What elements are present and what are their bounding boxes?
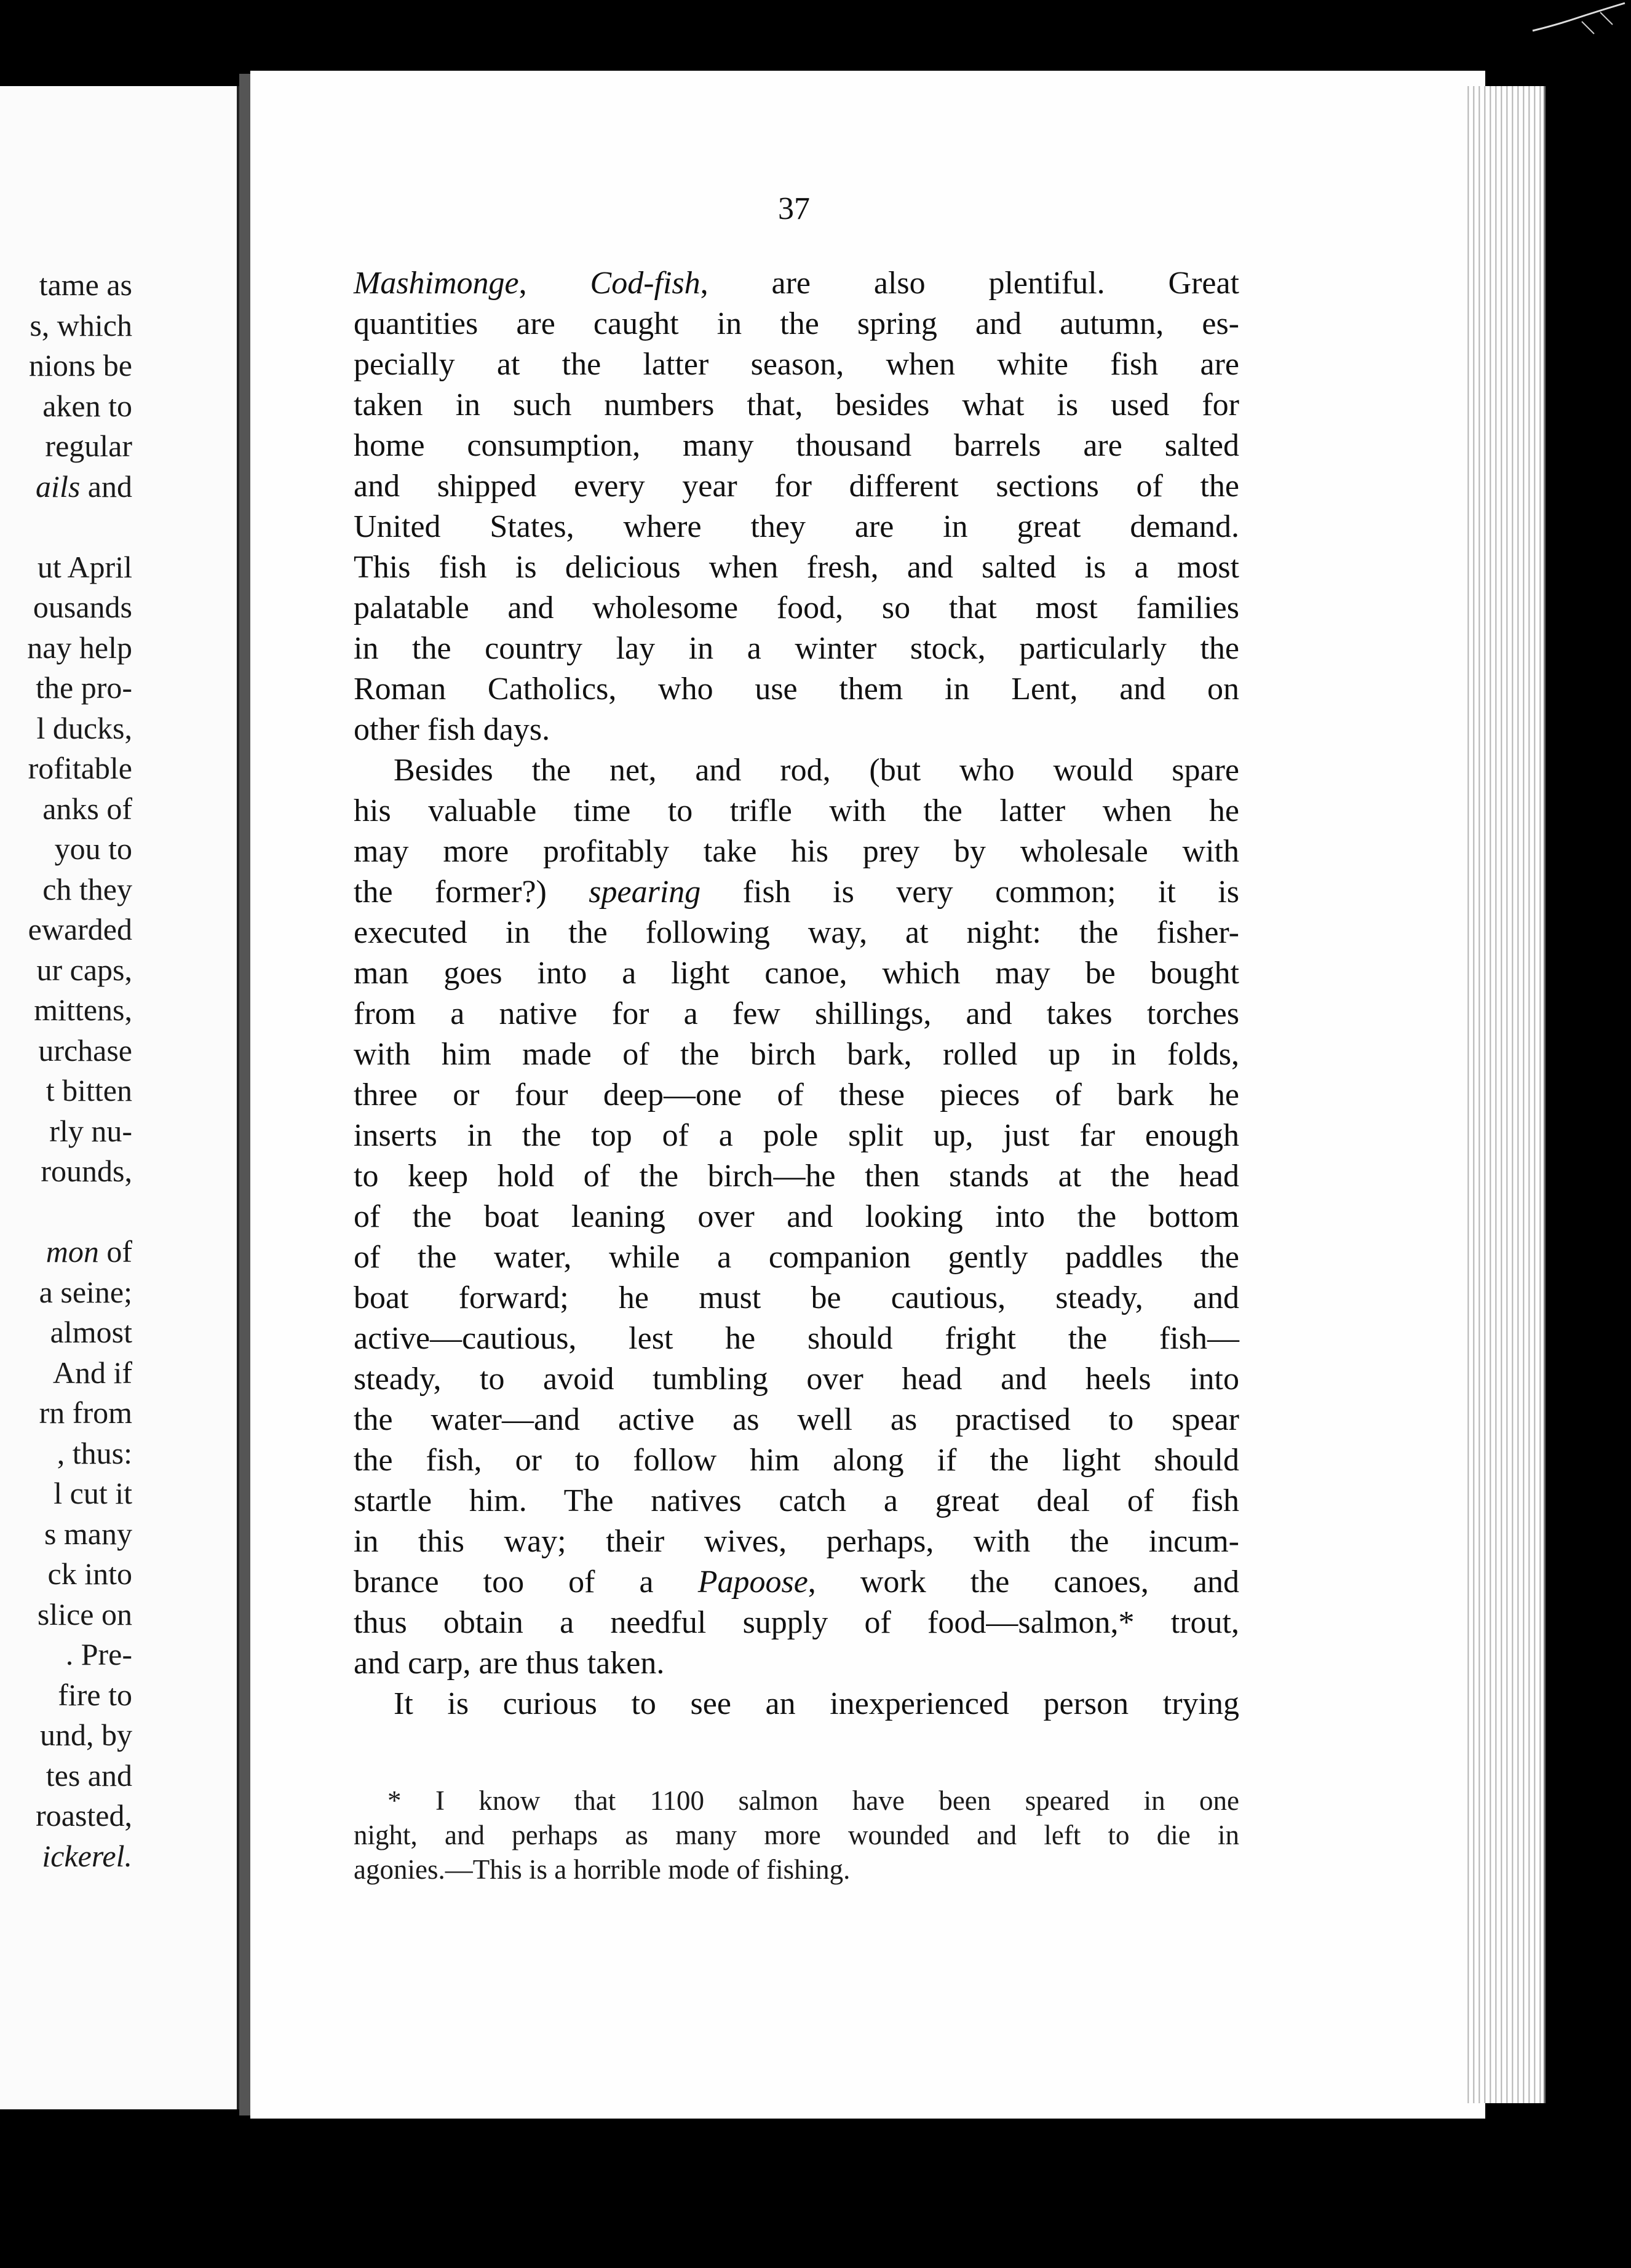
left-page-fragment: aken to xyxy=(42,388,132,423)
text-line: It is curious to see an inexperienced person trying xyxy=(394,1686,1239,1721)
left-page-fragment: a seine; xyxy=(39,1274,132,1309)
left-page-fragment: fire to xyxy=(58,1677,132,1712)
page-edges xyxy=(1464,86,1546,2103)
text-line: taken in such numbers that, besides what is used for xyxy=(354,387,1239,422)
left-page-fragment: you to xyxy=(54,831,132,866)
left-page-fragment: l ducks, xyxy=(36,710,132,745)
text-line: man goes into a light canoe, which may be bought xyxy=(354,956,1239,991)
text-line: the water—and active as well as practised to spear xyxy=(354,1402,1239,1437)
left-page-fragment: . Pre- xyxy=(65,1637,132,1671)
left-page-fragment: ewarded xyxy=(28,912,132,946)
text-line: the former?) spearing fish is very common; it is xyxy=(354,874,1239,910)
left-page-fragment: the pro- xyxy=(36,670,132,705)
text-line: Besides the net, and rod, (but who would spare xyxy=(394,753,1239,788)
text-line: inserts in the top of a pole split up, just far enough xyxy=(354,1118,1239,1153)
left-page-fragment: ails and xyxy=(36,469,132,504)
text-line: boat forward; he must be cautious, steady, and xyxy=(354,1280,1239,1315)
left-page-fragment: slice on xyxy=(37,1596,132,1632)
text-line: startle him. The natives catch a great deal of fish xyxy=(354,1483,1239,1518)
book-gutter xyxy=(239,74,250,2115)
text-line: brance too of a Papoose, work the canoes, and xyxy=(354,1564,1240,1600)
left-page-fragment: anks of xyxy=(42,791,132,826)
left-page-fragment: mon of xyxy=(46,1234,132,1269)
text-line: three or four deep—one of these pieces of bark he xyxy=(354,1077,1239,1112)
text-line: may more profitably take his prey by wholesale with xyxy=(354,834,1239,869)
text-line: quantities are caught in the spring and autumn, es- xyxy=(354,306,1239,341)
left-page-fragment: l cut it xyxy=(54,1476,132,1510)
left-page-fragment: ut April xyxy=(37,549,132,584)
left-page-fragment: s many xyxy=(44,1516,132,1551)
text-line: and shipped every year for different sections of the xyxy=(354,469,1239,504)
text-line: other fish days. xyxy=(354,712,550,747)
left-page-fragment: ousands xyxy=(33,590,132,624)
text-line: home consumption, many thousand barrels are salted xyxy=(354,428,1239,463)
left-page-fragment: mittens, xyxy=(34,993,132,1027)
text-line: This fish is delicious when fresh, and salted is a most xyxy=(354,550,1239,585)
text-line: United States, where they are in great demand. xyxy=(354,509,1239,544)
text-line: palatable and wholesome food, so that most families xyxy=(354,590,1239,625)
text-line: of the boat leaning over and looking into the bottom xyxy=(354,1199,1239,1234)
left-page xyxy=(0,86,239,2109)
left-page-fragment: , thus: xyxy=(57,1435,132,1470)
left-page-fragment: nions be xyxy=(28,348,132,383)
left-page-fragment: und, by xyxy=(40,1718,132,1752)
left-page-fragment: urchase xyxy=(38,1033,132,1068)
left-page-fragment: rofitable xyxy=(28,751,132,785)
left-page-fragment: And if xyxy=(52,1355,132,1390)
text-line: from a native for a few shillings, and takes torches xyxy=(354,996,1239,1031)
page-number: 37 xyxy=(778,191,810,226)
left-page-fragment: rn from xyxy=(39,1395,132,1430)
text-line: pecially at the latter season, when white fish are xyxy=(354,347,1239,382)
text-line: his valuable time to trifle with the latter when he xyxy=(354,793,1239,828)
left-page-fragment: almost xyxy=(50,1315,132,1349)
text-line: Roman Catholics, who use them in Lent, and on xyxy=(354,672,1239,707)
left-page-fragment: roasted, xyxy=(36,1798,132,1833)
footnote xyxy=(354,1783,1239,1887)
left-page-fragment: ickerel. xyxy=(42,1838,132,1873)
text-line: of the water, while a companion gently paddles the xyxy=(354,1240,1239,1275)
main-body-text xyxy=(354,263,1239,1724)
text-line: with him made of the birch bark, rolled up in folds, xyxy=(354,1037,1239,1072)
left-page-fragment: nay help xyxy=(27,630,132,665)
left-page-fragment: ch they xyxy=(42,871,132,906)
left-page-fragment: regular xyxy=(45,429,132,463)
left-page-fragment: tame as xyxy=(39,268,132,302)
left-page-fragment: rounds, xyxy=(41,1154,132,1188)
corner-mark xyxy=(1520,0,1631,37)
left-page-fragment: ck into xyxy=(47,1556,132,1591)
text-line: in the country lay in a winter stock, particularly the xyxy=(354,631,1239,666)
text-line: active—cautious, lest he should fright the fish— xyxy=(354,1321,1239,1356)
footnote-line: agonies.—This is a horrible mode of fishing. xyxy=(354,1854,851,1885)
footnote-line: * I know that 1100 salmon have been speared in one xyxy=(387,1785,1239,1816)
text-line: the fish, or to follow him along if the light should xyxy=(354,1443,1239,1478)
left-page-fragment: t bitten xyxy=(46,1073,132,1108)
left-page-fragment: rly nu- xyxy=(49,1113,132,1148)
text-line: and carp, are thus taken. xyxy=(354,1646,665,1681)
left-page-fragment: ur caps, xyxy=(36,952,132,987)
text-line: thus obtain a needful supply of food—salmon,* trout, xyxy=(354,1605,1239,1640)
text-line: in this way; their wives, perhaps, with the incum- xyxy=(354,1524,1239,1559)
text-line: Mashimonge, Cod-fish, are also plentiful. Great xyxy=(354,266,1240,301)
text-line: executed in the following way, at night: the fisher- xyxy=(354,915,1239,950)
left-page-fragment: tes and xyxy=(46,1758,132,1793)
text-line: to keep hold of the birch—he then stands at the head xyxy=(354,1159,1239,1194)
footnote-line: night, and perhaps as many more wounded and left to die in xyxy=(354,1820,1239,1850)
text-line: steady, to avoid tumbling over head and heels into xyxy=(354,1362,1239,1397)
left-page-fragment: s, which xyxy=(30,307,132,343)
